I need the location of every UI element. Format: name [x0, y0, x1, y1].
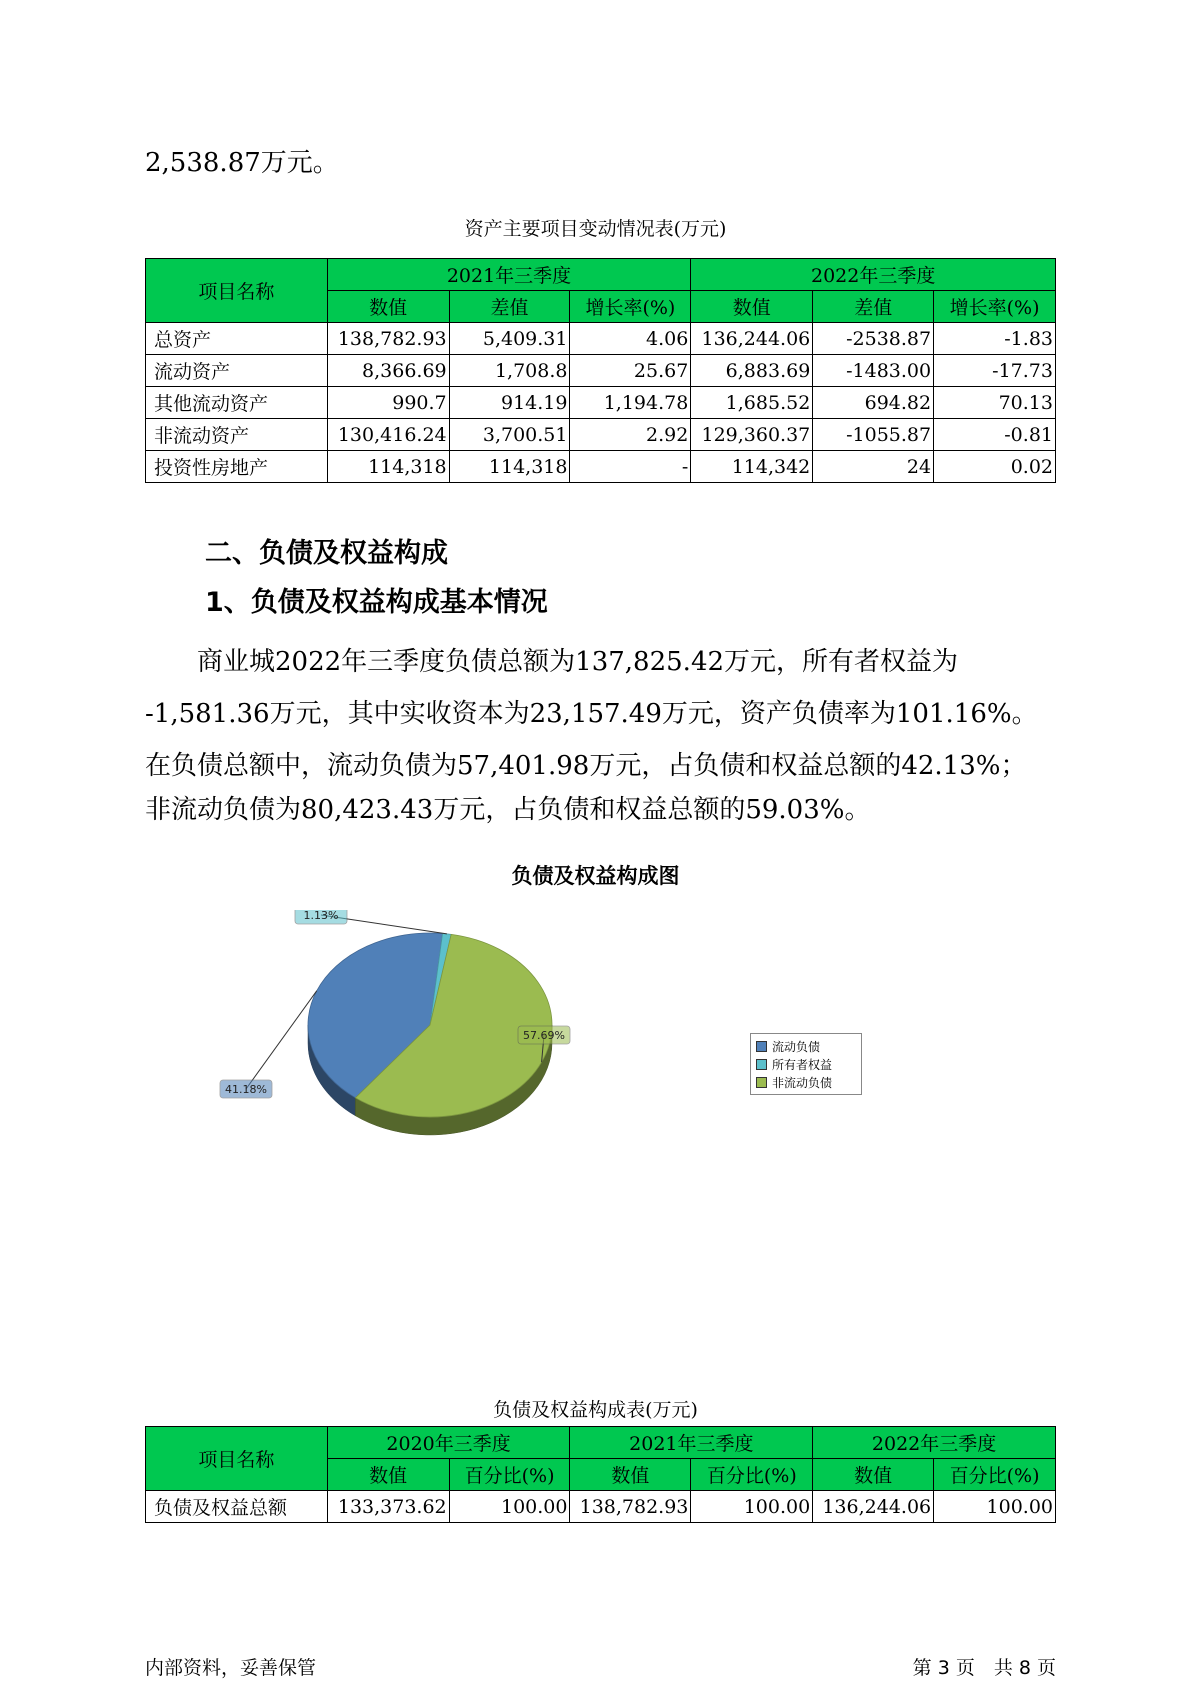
period-header: 2021年三季度: [327, 259, 691, 291]
paragraph-line: -1,581.36万元，其中实收资本为23,157.49万元，资产负债率为101.16%。: [145, 699, 1038, 729]
row-name: 负债及权益总额: [146, 1491, 328, 1523]
cell: 100.00: [449, 1491, 570, 1523]
pie-data-label: 41.18%: [225, 1083, 267, 1096]
cell: 136,244.06: [813, 1491, 934, 1523]
sub-header: 数值: [327, 291, 449, 323]
cell: 136,244.06: [691, 323, 813, 355]
sub-header: 增长率(%): [934, 291, 1056, 323]
cell: 694.82: [813, 387, 934, 419]
table-row: [146, 419, 1056, 451]
legend-swatch: [756, 1077, 767, 1088]
cell: 6,883.69: [691, 355, 813, 387]
cell: 4.06: [570, 323, 691, 355]
cell: 8,366.69: [327, 355, 449, 387]
section-heading: 二、负债及权益构成: [205, 538, 448, 569]
table-row: [146, 1491, 1056, 1523]
paragraph-line: 商业城2022年三季度负债总额为137,825.42万元，所有者权益为: [145, 647, 959, 677]
sub-header: 数值: [691, 291, 813, 323]
row-name: 非流动资产: [146, 419, 328, 451]
sub-header: 百分比(%): [691, 1459, 813, 1491]
legend-label: 非流动负债: [772, 1075, 833, 1090]
cell: 114,342: [691, 451, 813, 483]
table2-caption: 负债及权益构成表(万元): [493, 1399, 698, 1421]
footer-note: 内部资料，妥善保管: [145, 1657, 317, 1679]
cell: 914.19: [449, 387, 570, 419]
cell: -1055.87: [813, 419, 934, 451]
cell: 990.7: [327, 387, 449, 419]
cell: 70.13: [934, 387, 1056, 419]
cell: 5,409.31: [449, 323, 570, 355]
sub-header: 百分比(%): [449, 1459, 570, 1491]
legend-label: 所有者权益: [772, 1057, 833, 1072]
paragraph-line: 非流动负债为80,423.43万元，占负债和权益总额的59.03%。: [145, 795, 871, 825]
sub-header: 差值: [813, 291, 934, 323]
period-header: 2022年三季度: [813, 1427, 1056, 1459]
sub-header: 数值: [327, 1459, 449, 1491]
name-header: 项目名称: [146, 1427, 328, 1491]
cell: 114,318: [449, 451, 570, 483]
cell: -: [570, 451, 691, 483]
legend-swatch: [756, 1059, 767, 1070]
row-name: 其他流动资产: [146, 387, 328, 419]
page-number: 第 3 页 共 8 页: [912, 1657, 1056, 1679]
cell: 1,194.78: [570, 387, 691, 419]
pie-data-label: 57.69%: [523, 1029, 565, 1042]
cell: 114,318: [327, 451, 449, 483]
cell: 138,782.93: [570, 1491, 691, 1523]
cell: 138,782.93: [327, 323, 449, 355]
row-name: 投资性房地产: [146, 451, 328, 483]
cell: 1,685.52: [691, 387, 813, 419]
pie-chart: [200, 910, 660, 1160]
period-header: 2022年三季度: [691, 259, 1056, 291]
cell: 1,708.8: [449, 355, 570, 387]
cell: 2.92: [570, 419, 691, 451]
sub-header: 差值: [449, 291, 570, 323]
cell: -2538.87: [813, 323, 934, 355]
cell: -1.83: [934, 323, 1056, 355]
table-row: [146, 451, 1056, 483]
period-header: 2021年三季度: [570, 1427, 813, 1459]
row-name: 流动资产: [146, 355, 328, 387]
cell: 24: [813, 451, 934, 483]
cell: -17.73: [934, 355, 1056, 387]
intro-line: 2,538.87万元。: [145, 148, 339, 178]
sub-heading: 1、负债及权益构成基本情况: [205, 587, 548, 618]
legend-item: [756, 1073, 856, 1091]
table1-caption: 资产主要项目变动情况表(万元): [464, 218, 727, 240]
pie-data-label: 1.13%: [303, 910, 339, 922]
cell: -0.81: [934, 419, 1056, 451]
asset-change-table: [145, 258, 1056, 483]
period-header: 2020年三季度: [327, 1427, 570, 1459]
cell: 100.00: [691, 1491, 813, 1523]
chart-legend: [750, 1033, 862, 1095]
sub-header: 百分比(%): [934, 1459, 1056, 1491]
sub-header: 数值: [570, 1459, 691, 1491]
liability-equity-table: [145, 1426, 1056, 1523]
paragraph-line: 在负债总额中，流动负债为57,401.98万元，占负债和权益总额的42.13%；: [145, 751, 1027, 781]
legend-item: [756, 1037, 856, 1055]
table-row: [146, 323, 1056, 355]
cell: 0.02: [934, 451, 1056, 483]
sub-header: 数值: [813, 1459, 934, 1491]
chart-title: 负债及权益构成图: [511, 864, 680, 888]
table-row: [146, 355, 1056, 387]
cell: 129,360.37: [691, 419, 813, 451]
table-row: [146, 387, 1056, 419]
cell: 100.00: [934, 1491, 1056, 1523]
sub-header: 增长率(%): [570, 291, 691, 323]
cell: 25.67: [570, 355, 691, 387]
cell: -1483.00: [813, 355, 934, 387]
pie-callout-line: [246, 991, 317, 1089]
legend-item: [756, 1055, 856, 1073]
name-header: 项目名称: [146, 259, 328, 323]
cell: 3,700.51: [449, 419, 570, 451]
row-name: 总资产: [146, 323, 328, 355]
legend-label: 流动负债: [772, 1039, 821, 1054]
cell: 130,416.24: [327, 419, 449, 451]
legend-swatch: [756, 1041, 767, 1052]
cell: 133,373.62: [327, 1491, 449, 1523]
